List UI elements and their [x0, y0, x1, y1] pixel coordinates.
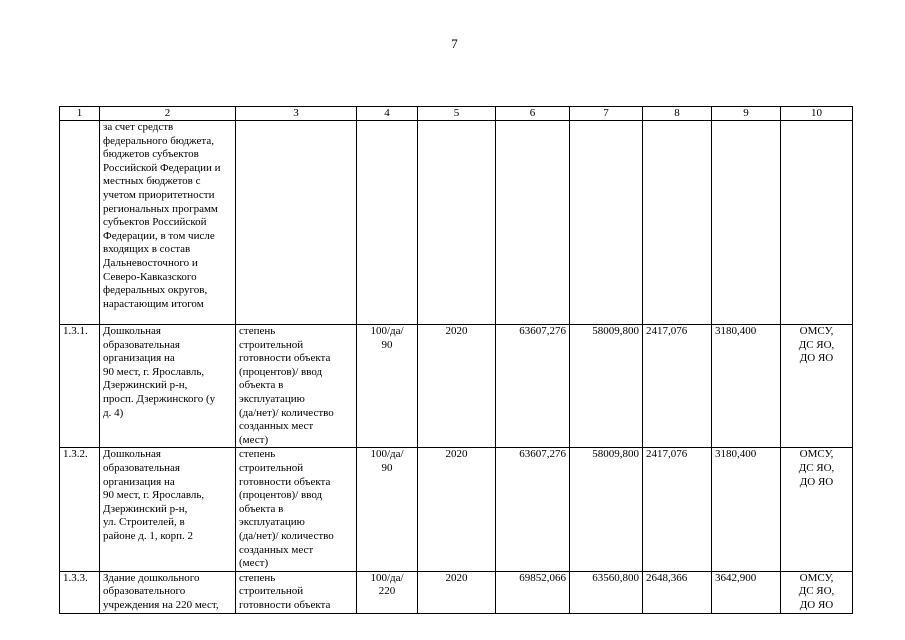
cell-line: (да/нет)/ количество: [239, 529, 334, 542]
continuation-row: [60, 121, 853, 325]
executor-cell: [781, 571, 853, 613]
value-col8: 2417,076: [643, 448, 712, 571]
empty-cell: [418, 121, 496, 325]
cell-line: ОМСУ,: [799, 448, 834, 461]
cell-line: Дзержинский р-н,: [103, 502, 188, 515]
cell-line: объекта в: [239, 502, 284, 515]
cell-line: степень: [239, 571, 276, 584]
empty-cell: [643, 121, 712, 325]
target-value-cell: [357, 571, 418, 613]
cell-line: (мест): [239, 557, 269, 570]
cell-line: ДС ЯО,: [798, 338, 835, 351]
cell-line: степень: [239, 325, 276, 337]
cell-line: ДС ЯО,: [798, 585, 835, 598]
cell-line: Российской Федерации и: [103, 161, 221, 174]
cell-line: 90 мест, г. Ярославль,: [103, 489, 205, 502]
cell-line: ОМСУ,: [799, 571, 834, 584]
column-header: 6: [496, 107, 570, 121]
cell-line: объекта в: [239, 379, 284, 392]
cell-line: (процентов)/ ввод: [239, 489, 323, 502]
table-row: [60, 571, 853, 613]
cell-line: Федерации, в том числе: [103, 229, 215, 242]
cell-line: районе д. 1, корп. 2: [103, 529, 194, 542]
value-col6: 63607,276: [496, 448, 570, 571]
value-col6: 63607,276: [496, 325, 570, 448]
cell-line: строительной: [239, 461, 304, 474]
indicator-cell: [236, 571, 357, 613]
cell-line: региональных программ: [103, 202, 218, 215]
empty-cell: [496, 121, 570, 325]
cell-line: готовности объекта: [239, 598, 331, 611]
cell-line: созданных мест: [239, 420, 314, 433]
cell-line: эксплуатацию: [239, 516, 305, 529]
column-header: 1: [60, 107, 100, 121]
cell-line: входящих в состав: [103, 243, 191, 256]
cell-line: 90: [381, 461, 393, 474]
cell-line: учетом приоритетности: [103, 188, 215, 201]
cell-line: федеральных округов,: [103, 284, 208, 297]
executor-cell: [781, 325, 853, 448]
cell-line: (процентов)/ ввод: [239, 365, 323, 378]
cell-line: учреждения на 220 мест,: [103, 598, 219, 611]
cell-line: ДС ЯО,: [798, 461, 835, 474]
indicator-cell: [236, 448, 357, 571]
cell-line: образовательная: [103, 338, 180, 351]
executor-cell: [781, 448, 853, 571]
cell-line: готовности объекта: [239, 352, 331, 365]
column-header: 10: [781, 107, 853, 121]
value-col9: 3642,900: [712, 571, 781, 613]
value-col7: 63560,800: [570, 571, 643, 613]
cell-line: 100/да/: [370, 571, 404, 584]
empty-cell: [60, 121, 100, 325]
table-row: [60, 325, 853, 448]
cell-line: бюджетов субъектов: [103, 148, 199, 161]
year-cell: 2020: [418, 571, 496, 613]
continuation-name-cell: [100, 121, 236, 325]
cell-line: д. 4): [103, 406, 124, 419]
column-header-row: [60, 107, 853, 121]
year-cell: 2020: [418, 325, 496, 448]
value-col9: 3180,400: [712, 448, 781, 571]
cell-line: строительной: [239, 338, 304, 351]
cell-line: ДО ЯО: [799, 352, 834, 365]
row-number: 1.3.3.: [60, 571, 100, 613]
cell-line: готовности объекта: [239, 475, 331, 488]
cell-line: ДО ЯО: [799, 598, 834, 611]
cell-line: Северо-Кавказского: [103, 270, 197, 283]
value-col7: 58009,800: [570, 448, 643, 571]
value-col9: 3180,400: [712, 325, 781, 448]
cell-line: эксплуатацию: [239, 392, 305, 405]
cell-line: степень: [239, 448, 276, 461]
object-name-cell: [100, 571, 236, 613]
column-header: 3: [236, 107, 357, 121]
cell-line: организация на: [103, 352, 175, 365]
table-row: [60, 448, 853, 571]
cell-line: Дошкольная: [103, 325, 161, 337]
cell-line: организация на: [103, 475, 175, 488]
cell-line: 90 мест, г. Ярославль,: [103, 365, 205, 378]
cell-line: Здание дошкольного: [103, 571, 200, 584]
row-number: 1.3.1.: [60, 325, 100, 448]
target-value-cell: [357, 448, 418, 571]
empty-cell: [570, 121, 643, 325]
value-col8: 2417,076: [643, 325, 712, 448]
value-col6: 69852,066: [496, 571, 570, 613]
cell-line: 220: [378, 585, 396, 598]
cell-line: (мест): [239, 433, 269, 446]
value-col8: 2648,366: [643, 571, 712, 613]
empty-cell: [712, 121, 781, 325]
value-col7: 58009,800: [570, 325, 643, 448]
column-header: 5: [418, 107, 496, 121]
cell-line: ул. Строителей, в: [103, 516, 185, 529]
cell-line: 100/да/: [370, 448, 404, 461]
year-cell: 2020: [418, 448, 496, 571]
cell-line: строительной: [239, 585, 304, 598]
cell-line: 100/да/: [370, 325, 404, 337]
empty-cell: [357, 121, 418, 325]
cell-line: созданных мест: [239, 543, 314, 556]
cell-line: за счет средств: [103, 121, 174, 133]
page-number: 7: [451, 36, 458, 51]
cell-line: ДО ЯО: [799, 475, 834, 488]
empty-cell: [781, 121, 853, 325]
row-number: 1.3.2.: [60, 448, 100, 571]
column-header: 8: [643, 107, 712, 121]
column-header: 2: [100, 107, 236, 121]
cell-line: федерального бюджета,: [103, 134, 214, 147]
cell-line: местных бюджетов с: [103, 175, 201, 188]
cell-line: просп. Дзержинского (у: [103, 392, 216, 405]
column-header: 9: [712, 107, 781, 121]
cell-line: Дальневосточного и: [103, 256, 198, 269]
object-name-cell: [100, 448, 236, 571]
empty-cell: [236, 121, 357, 325]
object-name-cell: [100, 325, 236, 448]
cell-line: Дошкольная: [103, 448, 161, 461]
cell-line: ОМСУ,: [799, 325, 834, 337]
cell-line: образовательного: [103, 585, 186, 598]
cell-line: субъектов Российской: [103, 216, 207, 229]
cell-line: (да/нет)/ количество: [239, 406, 334, 419]
target-value-cell: [357, 325, 418, 448]
cell-line: 90: [381, 338, 393, 351]
column-header: 7: [570, 107, 643, 121]
cell-line: нарастающим итогом: [103, 297, 204, 310]
indicator-cell: [236, 325, 357, 448]
program-table: [59, 106, 853, 614]
cell-line: Дзержинский р-н,: [103, 379, 188, 392]
cell-line: образовательная: [103, 461, 180, 474]
column-header: 4: [357, 107, 418, 121]
